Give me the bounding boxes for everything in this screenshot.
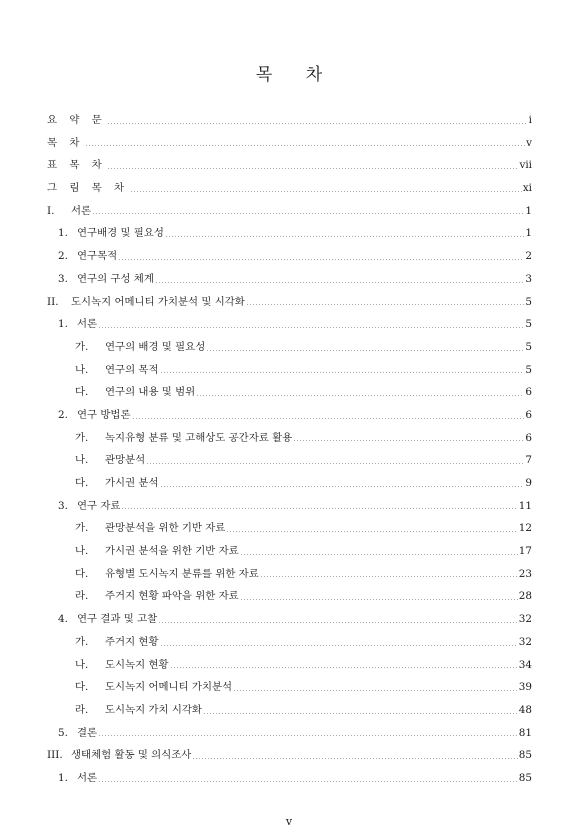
dot-leader (160, 486, 525, 487)
toc-entry-number: 나. (75, 363, 89, 376)
dot-leader (98, 781, 518, 782)
toc-entry[interactable] (47, 245, 532, 268)
dot-leader (226, 531, 517, 532)
toc-entry[interactable] (47, 744, 532, 767)
toc-entry[interactable] (47, 585, 532, 608)
toc-entry-number: 5. (58, 726, 68, 739)
toc-entry[interactable] (47, 177, 532, 200)
toc-entry-label: 서론 (71, 204, 92, 217)
toc-entry-page: 17 (518, 545, 532, 558)
toc-entry-label: 생태체험 활동 및 의식조사 (71, 749, 192, 762)
toc-entry-number: 가. (75, 635, 89, 648)
toc-entry-label: 관망분석을 위한 기반 자료 (105, 522, 226, 535)
toc-entry-label: 가시권 분석을 위한 기반 자료 (105, 545, 239, 558)
dot-leader (92, 213, 524, 214)
toc-entry-label: 도시녹지 현황 (105, 658, 169, 671)
toc-entry[interactable] (47, 154, 532, 177)
toc-entry-label: 결론 (77, 726, 98, 739)
toc-entry-number: 1. (58, 318, 68, 331)
toc-entry-page: 6 (525, 408, 532, 421)
dot-leader (98, 327, 524, 328)
toc-entry-number: 가. (75, 522, 89, 535)
toc-entry-page: 32 (518, 613, 532, 626)
toc-entry-page: 5 (525, 363, 532, 376)
dot-leader (246, 304, 525, 305)
toc-entry-label: 주거지 현황 파악을 위한 자료 (105, 590, 239, 603)
toc-entry[interactable] (47, 495, 532, 518)
toc-entry[interactable] (47, 449, 532, 472)
toc-entry-page: 81 (518, 726, 532, 739)
toc-entry-page: 2 (525, 250, 532, 263)
page-number: v (285, 815, 293, 828)
toc-entry[interactable] (47, 109, 532, 132)
toc-entry[interactable] (47, 336, 532, 359)
dot-leader (146, 463, 524, 464)
toc-entry-label: 도시녹지 어메니티 가치분석 및 시각화 (71, 295, 245, 308)
toc-entry[interactable] (47, 359, 532, 382)
toc-entry[interactable] (47, 381, 532, 404)
toc-entry-page: 5 (525, 295, 532, 308)
toc-entry-label: 주거지 현황 (105, 635, 159, 648)
toc-entry-label: 가시권 분석 (105, 477, 159, 489)
dot-leader (233, 690, 518, 691)
dot-leader (118, 259, 524, 260)
toc-entry-label: 녹지유형 분류 및 고해상도 공간자료 활용 (105, 431, 293, 444)
toc-entry-page: 34 (518, 658, 532, 671)
toc-entry-page: 5 (525, 318, 532, 331)
toc-entry-page: 1 (525, 204, 532, 217)
toc-entry-number: 다. (75, 681, 89, 694)
toc-entry-page: xi (522, 182, 532, 195)
dot-leader (107, 168, 518, 169)
toc-entry-number: 1. (58, 227, 68, 240)
toc-entry-number: 나. (75, 545, 89, 558)
toc-entry-page: 7 (525, 454, 532, 467)
toc-entry[interactable] (47, 313, 532, 336)
toc-entry-number: 다. (75, 477, 89, 489)
toc-entry-label: 연구의 목적 (105, 363, 159, 376)
dot-leader (160, 645, 518, 646)
toc-entry[interactable] (47, 427, 532, 450)
toc-entry-number: 2. (58, 250, 68, 263)
toc-entry-label: 유형별 도시녹지 분류를 위한 자료 (105, 567, 259, 580)
toc-entry[interactable] (47, 540, 532, 563)
toc-entry-number: 3. (58, 499, 68, 512)
toc-entry[interactable] (47, 676, 532, 699)
toc-entry-page: 39 (518, 681, 532, 694)
toc-entry-page: i (528, 114, 532, 126)
table-of-contents (47, 109, 532, 790)
dot-leader (165, 236, 524, 237)
dot-leader (121, 508, 517, 509)
toc-entry-page: 32 (518, 635, 532, 648)
toc-entry-number: 1. (58, 771, 68, 784)
toc-entry-number: I. (47, 204, 55, 217)
toc-entry-label: 연구목적 (77, 250, 118, 263)
dot-leader (196, 395, 524, 396)
dot-leader (107, 123, 527, 124)
toc-entry[interactable] (47, 654, 532, 677)
toc-entry-page: v (526, 136, 532, 149)
dot-leader (132, 418, 525, 419)
toc-entry-label: 목 차 (47, 136, 84, 149)
dot-leader (160, 372, 525, 373)
toc-entry-number: 다. (75, 567, 89, 580)
toc-entry-label: 서론 (77, 318, 98, 331)
toc-entry-page: 28 (518, 590, 532, 603)
toc-entry-page: 5 (525, 340, 532, 353)
toc-entry-number: 라. (75, 590, 89, 603)
toc-entry-number: 3. (58, 272, 68, 285)
toc-entry-label: 관망분석 (105, 454, 146, 467)
toc-entry-number: 2. (58, 408, 68, 421)
toc-entry-page: 85 (518, 749, 532, 762)
dot-leader (240, 599, 518, 600)
toc-entry-page: 6 (525, 431, 532, 444)
toc-entry-label: 연구의 배경 및 필요성 (105, 340, 206, 353)
toc-entry-label: 표 목 차 (47, 159, 107, 172)
toc-entry-label: 도시녹지 어메니티 가치분석 (105, 681, 233, 694)
dot-leader (170, 667, 518, 668)
toc-entry-page: 48 (518, 703, 532, 716)
toc-entry-number: 나. (75, 658, 89, 671)
toc-entry[interactable] (47, 472, 532, 495)
toc-entry[interactable] (47, 563, 532, 586)
dot-leader (206, 350, 524, 351)
page-title: 목 차 (255, 65, 337, 85)
dot-leader (240, 554, 518, 555)
toc-entry[interactable] (47, 722, 532, 745)
toc-entry-page: vii (519, 159, 532, 172)
toc-entry-label: 연구 방법론 (77, 408, 131, 421)
dot-leader (98, 735, 518, 736)
dot-leader (293, 440, 524, 441)
dot-leader (155, 282, 525, 283)
toc-entry[interactable] (47, 767, 532, 790)
toc-entry-label: 연구의 내용 및 범위 (105, 386, 196, 399)
toc-entry[interactable] (47, 631, 532, 654)
toc-entry-number: II. (47, 295, 59, 308)
toc-entry-number: 4. (58, 613, 68, 626)
toc-entry-page: 12 (518, 522, 532, 535)
toc-entry-number: 라. (75, 703, 89, 716)
toc-entry-label: 연구의 구성 체계 (77, 272, 154, 285)
dot-leader (260, 576, 518, 577)
toc-entry-page: 1 (525, 227, 532, 240)
dot-leader (85, 145, 525, 146)
toc-entry-label: 도시녹지 가치 시각화 (105, 703, 202, 716)
toc-entry-label: 연구배경 및 필요성 (77, 227, 164, 240)
toc-entry-label: 그 림 목 차 (47, 182, 129, 195)
dot-leader (158, 622, 518, 623)
toc-entry-number: 나. (75, 454, 89, 467)
toc-entry-page: 23 (518, 567, 532, 580)
toc-entry[interactable] (47, 517, 532, 540)
toc-entry-label: 연구 결과 및 고찰 (77, 613, 158, 626)
toc-entry-number: III. (47, 749, 63, 762)
toc-entry[interactable] (47, 222, 532, 245)
toc-entry[interactable] (47, 200, 532, 223)
toc-entry[interactable] (47, 608, 532, 631)
toc-entry[interactable] (47, 291, 532, 314)
toc-entry-page: 6 (525, 386, 532, 399)
toc-entry[interactable] (47, 132, 532, 155)
toc-entry-number: 가. (75, 340, 89, 353)
toc-entry-label: 연구 자료 (77, 499, 121, 512)
toc-entry-number: 가. (75, 431, 89, 444)
toc-entry-page: 85 (518, 771, 532, 784)
dot-leader (192, 758, 517, 759)
toc-entry-label: 서론 (77, 771, 98, 784)
toc-entry-page: 9 (525, 477, 532, 489)
toc-entry[interactable] (47, 404, 532, 427)
dot-leader (203, 713, 518, 714)
toc-entry-number: 다. (75, 386, 89, 399)
toc-entry[interactable] (47, 268, 532, 291)
dot-leader (130, 191, 522, 192)
toc-entry-page: 11 (518, 499, 532, 512)
toc-entry[interactable] (47, 699, 532, 722)
toc-entry-page: 3 (525, 272, 532, 285)
toc-entry-label: 요 약 문 (47, 114, 107, 126)
